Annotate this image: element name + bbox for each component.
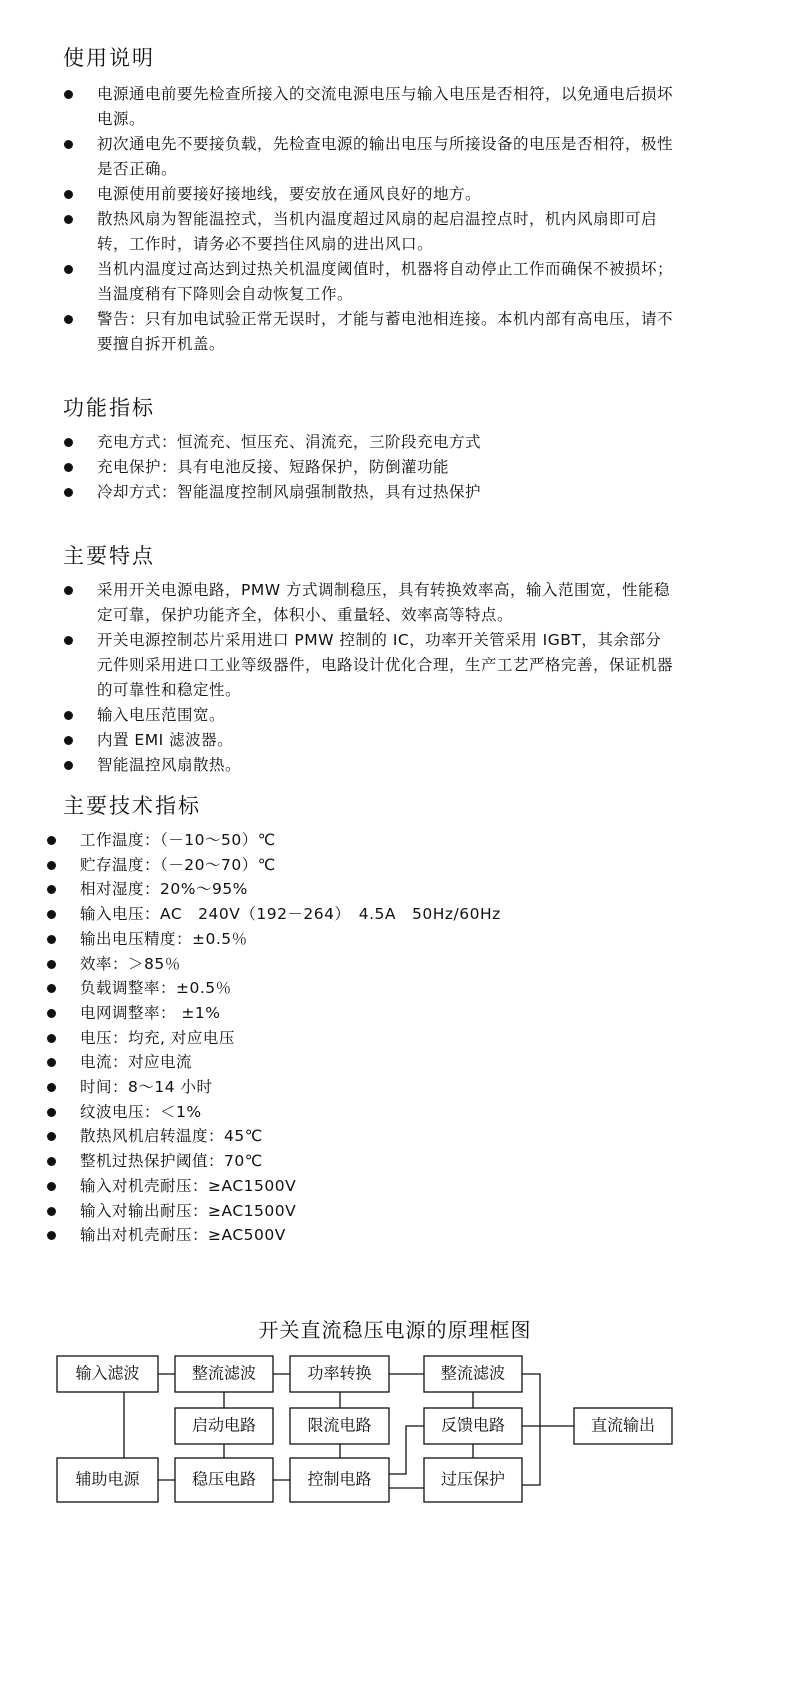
bullet-icon [47,861,56,870]
bullet-icon [47,960,56,969]
usage-item-text: 电源使用前要接好接地线，要安放在通风良好的地方。 [97,185,482,203]
heading-usage: 使用说明 [63,46,155,70]
bullet-icon [47,836,56,845]
svg-text:直流输出: 直流输出 [590,1415,656,1435]
specs-item-text: 时间：8～14 小时 [80,1078,213,1097]
svg-text:整流滤波: 整流滤波 [191,1363,257,1383]
bullet-icon [64,190,73,199]
bullet-icon [64,711,73,720]
specs-item-text: 散热风机启转温度：45℃ [80,1127,263,1146]
bullet-icon [64,90,73,99]
svg-text:功率转换: 功率转换 [307,1363,372,1383]
bullet-icon [64,265,73,274]
functions-item-text: 充电方式：恒流充、恒压充、涓流充，三阶段充电方式 [97,433,482,451]
bullet-icon [47,1132,56,1141]
functions-list [97,430,677,505]
usage-item [97,132,677,182]
specs-item [80,902,680,927]
heading-specs: 主要技术指标 [63,794,201,818]
specs-item-text: 纹波电压：＜1% [80,1102,202,1121]
heading-functions: 功能指标 [63,396,155,420]
specs-item [80,927,680,952]
bullet-icon [47,984,56,993]
usage-item [97,257,677,307]
block-dc-output [574,1408,672,1444]
bullet-icon [47,1231,56,1240]
functions-item-text: 冷却方式：智能温度控制风扇强制散热，具有过热保护 [97,483,482,501]
features-list [97,578,677,778]
bullet-icon [64,736,73,745]
svg-text:反馈电路: 反馈电路 [440,1415,506,1435]
svg-text:启动电路: 启动电路 [191,1415,257,1435]
svg-text:输入滤波: 输入滤波 [75,1363,140,1383]
usage-item-text: 警告：只有加电试验正常无误时，才能与蓄电池相连接。本机内部有高电压，请不要擅自拆开机盖。 [97,310,674,353]
features-item [97,728,677,753]
block-diagram [0,1340,790,1540]
bullet-icon [47,935,56,944]
bullet-icon [47,1009,56,1018]
usage-item-text: 当机内温度过高达到过热关机温度阈值时，机器将自动停止工作而确保不被损坏；当温度稍有下降则会自动恢复工作。 [97,260,674,303]
bullet-icon [64,215,73,224]
block-input-filter [57,1356,158,1392]
specs-item [80,1026,680,1051]
bullet-icon [47,1182,56,1191]
block-rectifier-filter-1 [175,1356,273,1392]
usage-item-text: 初次通电先不要接负载，先检查电源的输出电压与所接设备的电压是否相符，极性是否正确。 [97,135,674,178]
features-item [97,578,677,628]
bullet-icon [64,463,73,472]
bullet-icon [64,315,73,324]
features-item [97,753,677,778]
specs-item-text: 相对湿度：20%～95% [80,880,248,899]
specs-item [80,1075,680,1100]
specs-item-text: 负载调整率：±0.5％ [80,979,232,998]
svg-text:控制电路: 控制电路 [307,1469,372,1489]
specs-item [80,1124,680,1149]
bullet-icon [47,1058,56,1067]
block-rectifier-filter-2 [424,1356,522,1392]
specs-item [80,877,680,902]
specs-item [80,828,680,853]
bullet-icon [47,885,56,894]
functions-item [97,430,677,455]
features-item-text: 采用开关电源电路，PMW 方式调制稳压，具有转换效率高，输入范围宽，性能稳定可靠，保护功能齐全，体积小、重量轻、效率高等特点。 [97,581,670,624]
usage-list [97,82,677,357]
features-item-text: 输入电压范围宽。 [97,706,226,724]
bullet-icon [64,438,73,447]
specs-item-text: 效率：＞85％ [80,954,181,973]
block-startup-circuit [175,1408,273,1444]
block-current-limit [290,1408,389,1444]
bullet-icon [47,1207,56,1216]
specs-item-text: 整机过热保护阈值：70℃ [80,1152,263,1171]
bullet-icon [64,586,73,595]
specs-item-text: 贮存温度：（－20～70）℃ [80,855,276,874]
bullet-icon [64,761,73,770]
usage-item-text: 散热风扇为智能温控式，当机内温度超过风扇的起启温控点时，机内风扇即可启转，工作时，请务必不要挡住风扇的进出风口。 [97,210,658,253]
svg-text:限流电路: 限流电路 [307,1415,372,1435]
specs-item [80,1174,680,1199]
usage-item [97,307,677,357]
functions-item [97,455,677,480]
specs-item-text: 工作温度：（－10～50）℃ [80,831,276,849]
bullet-icon [47,910,56,919]
features-item [97,703,677,728]
specs-item [80,1149,680,1174]
block-feedback [424,1408,522,1444]
svg-text:稳压电路: 稳压电路 [191,1469,257,1489]
specs-item-text: 输出对机壳耐压：≥AC500V [80,1226,286,1245]
usage-item [97,207,677,257]
specs-item [80,1050,680,1075]
block-overvoltage [424,1458,522,1502]
specs-item-text: 电流：对应电流 [80,1053,193,1072]
specs-item-text: 输入对输出耐压：≥AC1500V [80,1201,297,1220]
usage-item [97,82,677,132]
features-item-text: 内置 EMI 滤波器。 [97,731,234,749]
specs-item-text: 电网调整率： ±1% [80,1003,221,1022]
specs-item [80,853,680,878]
specs-item [80,952,680,977]
block-regulator [175,1458,273,1502]
specs-item [80,1100,680,1125]
bullet-icon [47,1034,56,1043]
features-item [97,628,677,703]
heading-features: 主要特点 [63,544,155,568]
functions-item [97,480,677,505]
specs-item [80,1199,680,1224]
block-control [290,1458,389,1502]
block-power-conversion [290,1356,389,1392]
usage-item-text: 电源通电前要先检查所接入的交流电源电压与输入电压是否相符，以免通电后损坏电源。 [97,85,674,128]
bullet-icon [64,140,73,149]
specs-item-text: 输入电压：AC 240V（192－264） 4.5A 50Hz/60Hz [80,905,501,924]
bullet-icon [47,1108,56,1117]
specs-item-text: 输出电压精度：±0.5％ [80,929,248,948]
svg-text:过压保护: 过压保护 [440,1469,506,1489]
bullet-icon [64,636,73,645]
bullet-icon [64,488,73,497]
bullet-icon [47,1157,56,1166]
specs-item-text: 电压：均充, 对应电压 [80,1028,235,1047]
diagram-title: 开关直流稳压电源的原理框图 [258,1318,532,1342]
specs-item-text: 输入对机壳耐压：≥AC1500V [80,1176,297,1195]
connector [389,1426,424,1474]
bullet-icon [47,1083,56,1092]
specs-item [80,1223,680,1248]
connector [522,1374,540,1485]
features-item-text: 开关电源控制芯片采用进口 PMW 控制的 IC，功率开关管采用 IGBT，其余部分元件则采用进口工业等级器件，电路设计优化合理，生产工艺严格完善，保证机器的可靠性和稳定性。 [97,631,674,699]
specs-list [80,828,680,1248]
features-item-text: 智能温控风扇散热。 [97,756,242,774]
functions-item-text: 充电保护：具有电池反接、短路保护，防倒灌功能 [97,458,450,476]
block-aux-power [57,1458,158,1502]
specs-item [80,1001,680,1026]
specs-item [80,976,680,1001]
usage-item [97,182,677,207]
svg-text:整流滤波: 整流滤波 [440,1363,506,1383]
svg-text:辅助电源: 辅助电源 [75,1469,140,1489]
